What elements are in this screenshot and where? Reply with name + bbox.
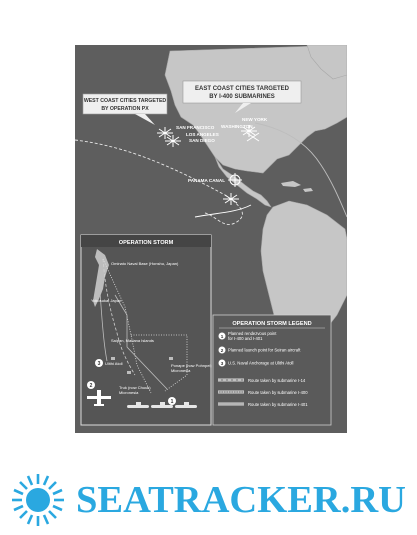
svg-text:3: 3 [97, 361, 101, 367]
svg-text:1: 1 [170, 399, 174, 405]
legend-box [213, 315, 331, 425]
marker-1 [168, 397, 176, 405]
svg-text:Planned launch point for Seira: Planned launch point for Seiran aircraft [228, 347, 301, 353]
city-label-los-angeles: LOS ANGELES [186, 132, 219, 137]
east-callout-line-2: BY I-400 SUBMARINES [209, 94, 275, 100]
svg-text:1: 1 [220, 334, 224, 339]
east-callout-line-1: EAST COAST CITIES TARGETED [195, 86, 289, 92]
label-truk-2: Micronesia [119, 390, 139, 395]
marker-2 [87, 381, 95, 389]
operation-storm-inset [81, 235, 212, 425]
svg-text:2: 2 [220, 348, 224, 353]
svg-text:Route taken by submarine I-400: Route taken by submarine I-400 [248, 390, 308, 395]
svg-text:2: 2 [89, 383, 93, 389]
label-truk-1: Truk (now Chuuk) [119, 385, 151, 390]
label-saipan: Saipan, Mariana Islands [111, 338, 154, 343]
label-ominato: Ominato Naval Base (Honshu, Japan) [111, 261, 179, 266]
label-ulithi: Ulithi Atoll [105, 361, 123, 366]
label-ponape-1: Ponape (now Pohnpei) [171, 363, 212, 368]
legend-item-3 [219, 360, 294, 367]
label-yokosuka: Yokosuka, Japan [91, 298, 122, 303]
city-label-san-francisco: SAN FRANCISCO [176, 125, 215, 130]
legend-title: OPERATION STORM LEGEND [232, 321, 312, 327]
submarine-icon [127, 402, 197, 408]
city-label-panama: PANAMA CANAL [188, 178, 226, 183]
svg-text:U.S. Naval Anchorage at Ulithi: U.S. Naval Anchorage at Ulithi Atoll [228, 360, 294, 366]
inset-title: OPERATION STORM [118, 240, 174, 246]
operation-storm-map [75, 45, 347, 433]
west-callout-line-1: WEST COAST CITIES TARGETED [83, 98, 167, 104]
target-burst-panama [223, 193, 239, 205]
city-label-washington: WASHINGTON [221, 124, 253, 129]
marker-3 [95, 359, 103, 367]
city-label-san-diego: SAN DIEGO [189, 138, 215, 143]
label-ponape-2: Micronesia [171, 368, 191, 373]
watermark-text: SEATRACKER.RU [76, 479, 406, 521]
west-callout-line-2: BY OPERATION PX [101, 106, 149, 112]
svg-text:for I-400 and I-401: for I-400 and I-401 [228, 336, 263, 341]
svg-text:Planned rendezvous point: Planned rendezvous point [228, 331, 277, 336]
svg-text:3: 3 [220, 361, 224, 366]
city-label-new-york: NEW YORK [242, 117, 268, 122]
legend-item-2 [219, 347, 302, 354]
svg-text:Route taken by submarine I-401: Route taken by submarine I-401 [248, 402, 308, 407]
seatracker-logo [0, 470, 417, 535]
sun-icon [12, 474, 64, 526]
svg-text:Route taken by submarine I-14: Route taken by submarine I-14 [248, 378, 306, 383]
